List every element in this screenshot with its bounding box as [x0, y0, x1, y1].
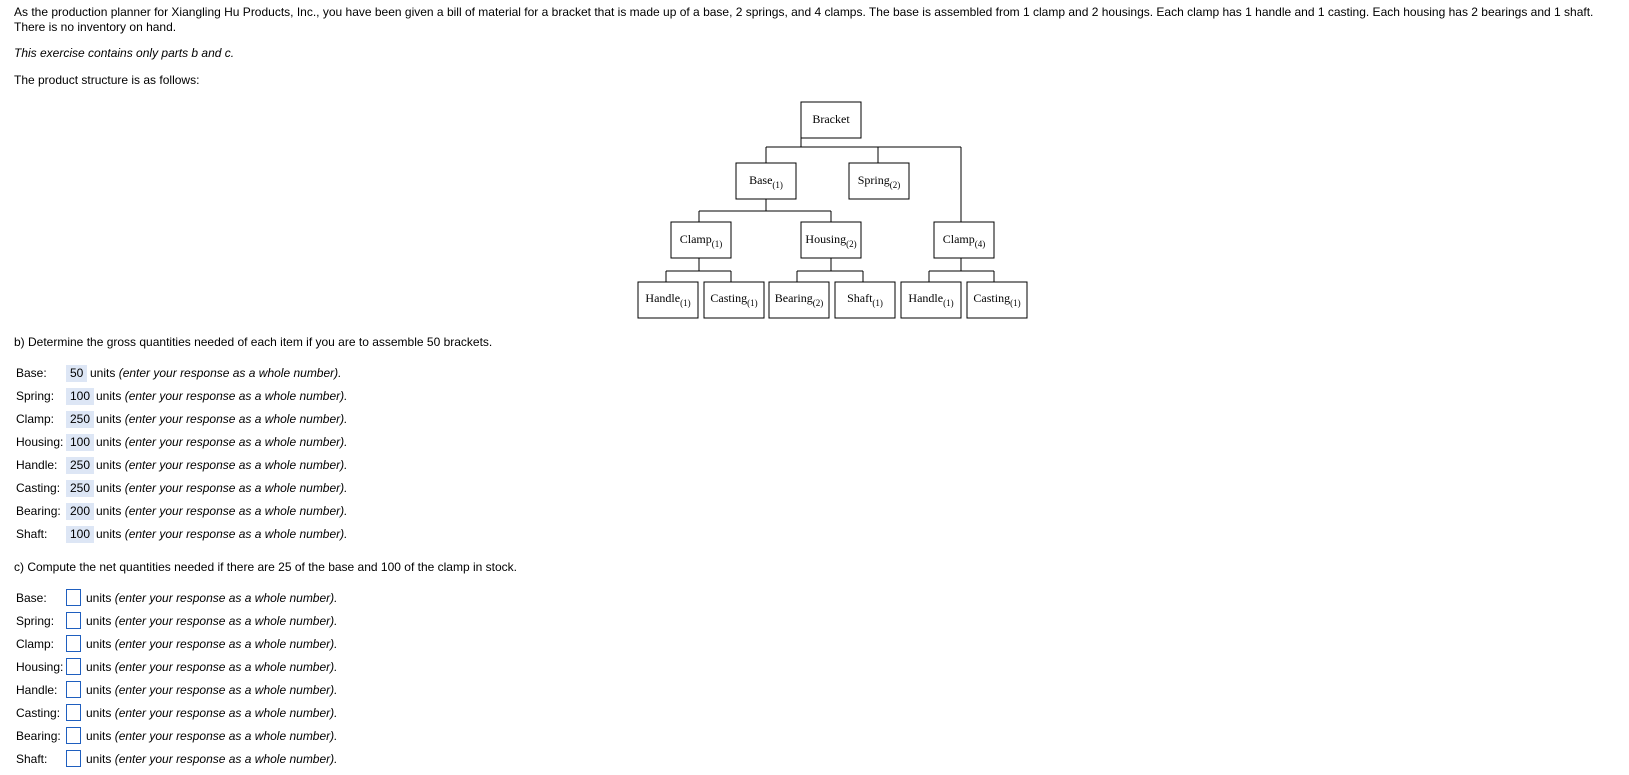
unit-text: units (enter your response as a whole number). [90, 366, 342, 380]
unit-text: units (enter your response as a whole number). [96, 527, 348, 541]
node-bracket [801, 102, 861, 138]
answer-input[interactable] [66, 750, 81, 767]
row-label: Handle: [16, 458, 58, 472]
unit-text: units (enter your response as a whole number). [86, 614, 338, 628]
row-label: Casting: [16, 706, 61, 720]
node-clamp-bracket-label: Clamp [942, 232, 975, 246]
answer-value[interactable]: 250 [66, 411, 94, 428]
node-bearing [769, 282, 829, 318]
node-bearing-qty: (2) [812, 298, 824, 308]
node-handle-a [638, 282, 698, 318]
node-casting-a-qty: (1) [747, 298, 758, 308]
node-shaft [835, 282, 895, 318]
row-label: Housing: [16, 435, 64, 449]
row-label: Base: [16, 366, 47, 380]
unit-text: units (enter your response as a whole number). [86, 729, 338, 743]
node-handle-a-label: Handle [645, 291, 681, 305]
answer-value[interactable]: 200 [66, 503, 94, 520]
unit-text: units (enter your response as a whole number). [86, 591, 338, 605]
node-casting-b [967, 282, 1027, 318]
answer-input[interactable] [66, 681, 81, 698]
answer-input[interactable] [66, 658, 81, 675]
exercise-note: This exercise contains only parts b and c. [14, 46, 235, 60]
unit-text: units (enter your response as a whole number). [86, 660, 338, 674]
row-label: Shaft: [16, 527, 48, 541]
node-base-qty: (1) [772, 180, 783, 190]
answer-value[interactable]: 100 [66, 388, 94, 405]
node-bearing-label: Bearing [774, 291, 813, 305]
node-casting-b-qty: (1) [1010, 298, 1021, 308]
problem-statement: As the production planner for Xiangling Hu Products, Inc., you have been given a bill of material for a bracket that is made up of a base, 2 springs, and 4 clamps. The base is assembled from 1 clamp and 2 housings. Each clamp has 1 handle and 1 casting. Each housing has 2 bearings and 1 shaft. There is no inventory on hand. [14, 5, 1594, 34]
answer-value[interactable]: 250 [66, 480, 94, 497]
row-label: Spring: [16, 614, 55, 628]
node-housing-label: Housing [805, 232, 847, 246]
node-clamp-base [671, 222, 731, 258]
tree-connectors [666, 134, 994, 282]
node-base [736, 163, 796, 199]
answer-input[interactable] [66, 635, 81, 652]
row-label: Base: [16, 591, 47, 605]
node-clamp-base-qty: (1) [711, 239, 723, 249]
node-casting-b-label: Casting [973, 291, 1011, 305]
row-label: Bearing: [16, 504, 61, 518]
answer-value[interactable]: 50 [66, 365, 87, 382]
node-clamp-base-label: Clamp [679, 232, 712, 246]
node-spring-qty: (2) [889, 180, 901, 190]
node-bracket-label: Bracket [812, 112, 850, 126]
node-housing [801, 222, 861, 258]
part-b-question: b) Determine the gross quantities needed of each item if you are to assemble 50 brackets. [14, 335, 493, 349]
unit-text: units (enter your response as a whole number). [96, 389, 348, 403]
row-label: Clamp: [16, 637, 55, 651]
row-label: Bearing: [16, 729, 61, 743]
answer-value[interactable]: 100 [66, 526, 94, 543]
part-c-question: c) Compute the net quantities needed if there are 25 of the base and 100 of the clamp in stock. [14, 560, 517, 574]
node-clamp-bracket-qty: (4) [974, 239, 986, 249]
node-handle-b-qty: (1) [943, 298, 954, 308]
answer-input[interactable] [66, 727, 81, 744]
node-base-label: Base [749, 173, 773, 187]
row-label: Spring: [16, 389, 55, 403]
row-label: Handle: [16, 683, 58, 697]
unit-text: units (enter your response as a whole number). [86, 706, 338, 720]
structure-label: The product structure is as follows: [14, 73, 200, 87]
unit-text: units (enter your response as a whole number). [86, 637, 338, 651]
node-handle-b-label: Handle [908, 291, 944, 305]
unit-text: units (enter your response as a whole number). [96, 458, 348, 472]
unit-text: units (enter your response as a whole number). [86, 683, 338, 697]
node-clamp-bracket [934, 222, 994, 258]
node-handle-a-qty: (1) [680, 298, 691, 308]
answer-value[interactable]: 250 [66, 457, 94, 474]
node-casting-a [704, 282, 764, 318]
node-casting-a-label: Casting [710, 291, 748, 305]
answer-input[interactable] [66, 704, 81, 721]
row-label: Housing: [16, 660, 64, 674]
row-label: Shaft: [16, 752, 48, 766]
node-spring [849, 163, 909, 199]
node-spring-label: Spring [857, 173, 890, 187]
node-handle-b [901, 282, 961, 318]
unit-text: units (enter your response as a whole number). [96, 412, 348, 426]
answer-input[interactable] [66, 589, 81, 606]
product-structure-tree [0, 0, 1629, 330]
node-shaft-qty: (1) [872, 298, 883, 308]
unit-text: units (enter your response as a whole number). [96, 435, 348, 449]
answer-input[interactable] [66, 612, 81, 629]
node-shaft-label: Shaft [847, 291, 873, 305]
node-housing-qty: (2) [846, 239, 857, 249]
row-label: Clamp: [16, 412, 55, 426]
unit-text: units (enter your response as a whole number). [86, 752, 338, 766]
unit-text: units (enter your response as a whole number). [96, 481, 348, 495]
unit-text: units (enter your response as a whole number). [96, 504, 348, 518]
row-label: Casting: [16, 481, 61, 495]
answer-value[interactable]: 100 [66, 434, 94, 451]
